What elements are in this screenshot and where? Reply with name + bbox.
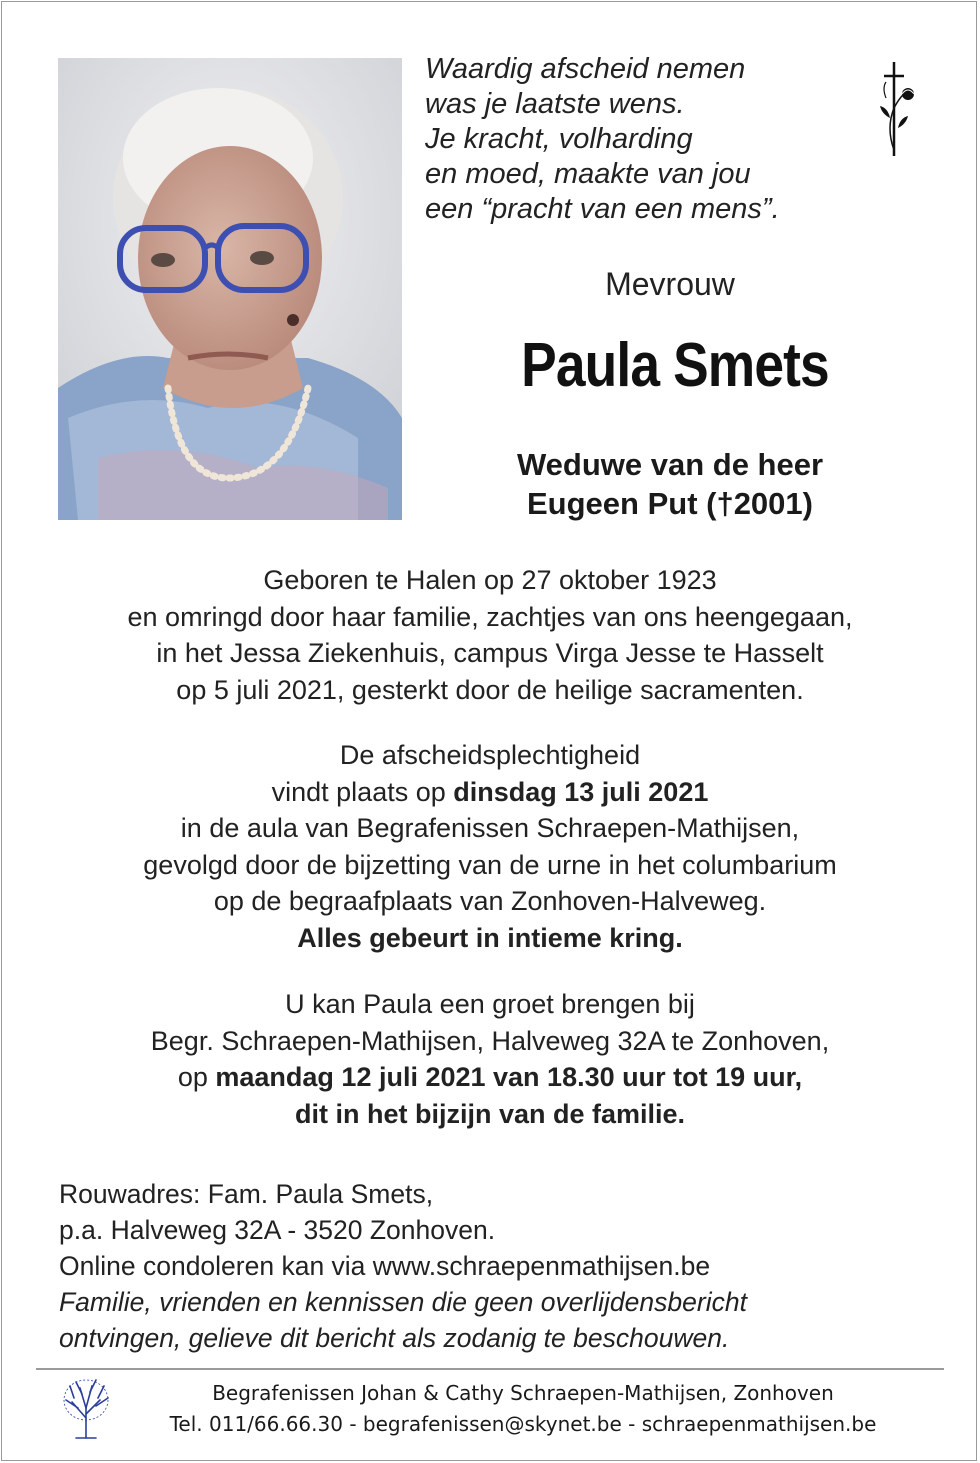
- visit-line: Begr. Schraepen-Mathijsen, Halveweg 32A te Zonhoven,: [150, 1025, 830, 1056]
- ceremony-line: gevolgd door de bijzetting van de urne in het columbarium: [143, 849, 837, 880]
- ceremony-date-line: [40, 774, 940, 811]
- poem-line: en moed, maakte van jou: [425, 158, 751, 190]
- announcement-line: in het Jessa Ziekenhuis, campus Virga Jesse te Hasselt: [156, 638, 824, 668]
- visit-date-line: [40, 1059, 940, 1096]
- widow-line: Eugeen Put (†2001): [527, 486, 813, 521]
- funeral-home-contact: Tel. 011/66.66.30 - begrafenissen@skynet.be - schraepenmathijsen.be: [169, 1412, 877, 1436]
- funeral-home-info: [118, 1378, 928, 1440]
- widow-line: Weduwe van de heer: [516, 447, 824, 482]
- tree-logo-icon: [62, 1378, 110, 1440]
- passing-announcement: [40, 562, 940, 708]
- ceremony-date-prefix: vindt plaats op: [271, 776, 454, 807]
- visitation-details: [40, 986, 940, 1132]
- ceremony-line: in de aula van Begrafenissen Schraepen-Mathijsen,: [180, 813, 800, 843]
- address-line: p.a. Halveweg 32A - 3520 Zonhoven.: [59, 1215, 496, 1245]
- mourning-address: [59, 1176, 919, 1356]
- ceremony-line: op de begraafplaats van Zonhoven-Halveweg.: [213, 886, 767, 916]
- funeral-home-name: Begrafenissen Johan & Cathy Schraepen-Mathijsen, Zonhoven: [212, 1381, 834, 1405]
- address-line: Rouwadres: Fam. Paula Smets,: [59, 1179, 434, 1209]
- online-condolence-line: Online condoleren kan via www.schraepenmathijsen.be: [59, 1251, 711, 1281]
- widow-statement: [460, 445, 880, 523]
- ceremony-line: De afscheidsplechtigheid: [339, 740, 641, 770]
- deceased-name: Paula Smets: [521, 331, 829, 400]
- poem: [425, 52, 845, 227]
- cross-with-rose-icon: [872, 58, 922, 158]
- announcement-line: en omringd door haar familie, zachtjes van ons heengegaan,: [127, 601, 853, 632]
- announcement-line: op 5 juli 2021, gesterkt door de heilige sacramenten.: [176, 674, 804, 705]
- salutation: Mevrouw: [605, 266, 735, 302]
- notice-line: Familie, vrienden en kennissen die geen overlijdensbericht: [59, 1287, 747, 1317]
- poem-line: was je laatste wens.: [425, 88, 685, 120]
- footer-divider: [36, 1368, 944, 1370]
- ceremony-date: dinsdag 13 juli 2021: [453, 776, 709, 807]
- portrait-photo: [58, 58, 402, 520]
- announcement-line: Geboren te Halen op 27 oktober 1923: [263, 565, 717, 595]
- visit-date: maandag 12 juli 2021 van 18.30 uur tot 19 uur,: [215, 1062, 803, 1092]
- visit-line: U kan Paula een groet brengen bij: [285, 989, 695, 1019]
- poem-line: een “pracht van een mens”.: [425, 193, 780, 225]
- ceremony-private-note: Alles gebeurt in intieme kring.: [297, 922, 683, 953]
- poem-line: Waardig afscheid nemen: [425, 53, 746, 85]
- visit-date-prefix: op: [177, 1062, 216, 1092]
- notice-line: ontvingen, gelieve dit bericht als zodanig te beschouwen.: [59, 1323, 730, 1353]
- ceremony-details: [40, 737, 940, 956]
- visit-family-note: dit in het bijzijn van de familie.: [294, 1098, 686, 1129]
- poem-line: Je kracht, volharding: [425, 123, 693, 155]
